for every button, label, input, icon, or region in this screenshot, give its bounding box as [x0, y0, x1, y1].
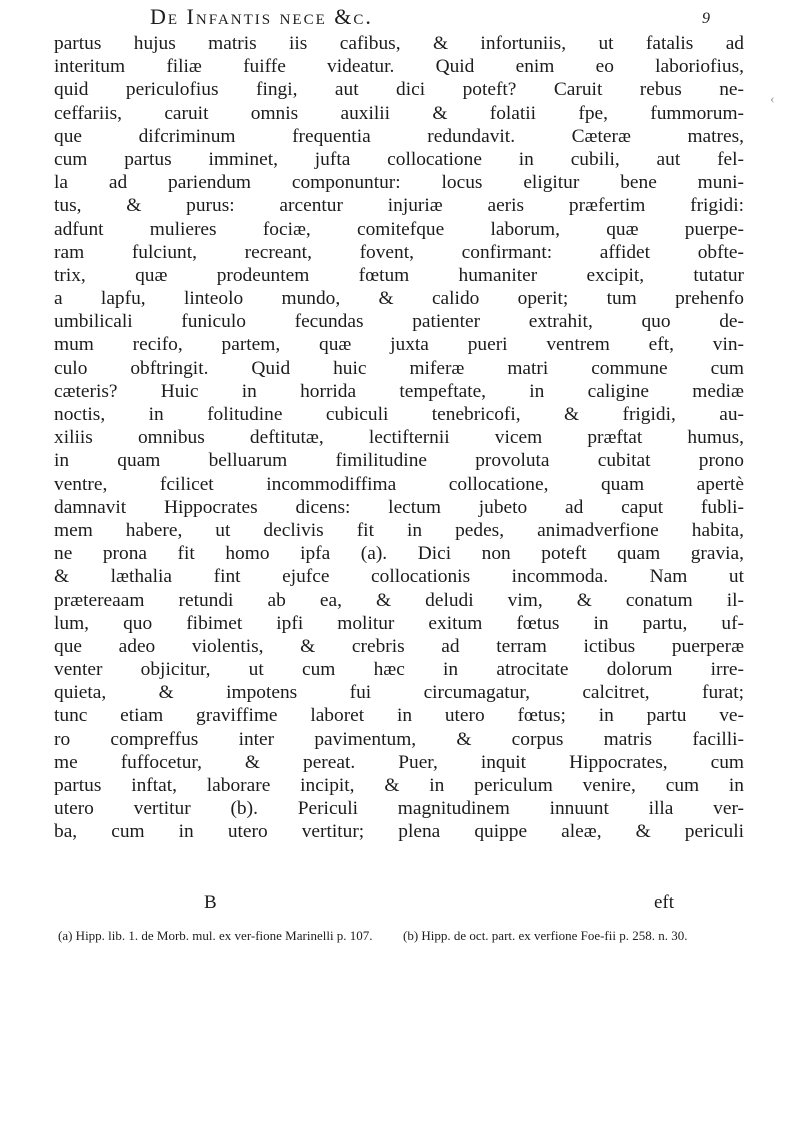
page-number: 9: [702, 10, 710, 27]
text-line: la ad pariendum componuntur: locus eligitur bene muni-: [54, 172, 744, 194]
catchword-row: [54, 892, 744, 916]
body-text: [54, 32, 744, 844]
text-line: tunc etiam graviffime laboret in utero fœtus; in partu ve-: [54, 705, 744, 727]
text-line: ba, cum in utero vertitur; plena quippe aleæ, & periculi: [54, 821, 744, 843]
text-line: trix, quæ prodeuntem fœtum humaniter excipit, tutatur: [54, 264, 744, 286]
running-head: De Infantis nece &c.: [150, 4, 373, 29]
text-line: venter objicitur, ut cum hæc in atrocitate dolorum irre-: [54, 659, 744, 681]
text-line: interitum filiæ fuiffe videatur. Quid enim eo laboriofius,: [54, 56, 744, 78]
text-line: ceffariis, caruit omnis auxilii & folatii fpe, fummorum-: [54, 102, 744, 124]
text-line: quid periculofius fingi, aut dici poteft? Caruit rebus ne-: [54, 79, 744, 101]
text-line: prætereaam retundi ab ea, & deludi vim, & conatum il-: [54, 589, 744, 611]
text-line: utero vertitur (b). Periculi magnitudinem innuunt illa ver-: [54, 798, 744, 820]
text-line: mum recifo, partem, quæ juxta pueri ventrem eft, vin-: [54, 334, 744, 356]
text-line: adfunt mulieres fociæ, comitefque laborum, quæ puerpe-: [54, 218, 744, 240]
text-line: tus, & purus: arcentur injuriæ aeris præfertim frigidi:: [54, 195, 744, 217]
text-line: in quam belluarum fimilitudine provoluta cubitat prono: [54, 450, 744, 472]
text-line: que difcriminum frequentia redundavit. Cæteræ matres,: [54, 125, 744, 147]
text-line: mem habere, ut declivis fit in pedes, animadverfione habita,: [54, 519, 744, 541]
text-line: culo obftringit. Quid huic miferæ matri commune cum: [54, 357, 744, 379]
text-line: xiliis omnibus deftitutæ, lectifternii vicem præftat humus,: [54, 427, 744, 449]
text-line: partus inftat, laborare incipit, & in periculum venire, cum in: [54, 775, 744, 796]
text-line: a lapfu, linteolo mundo, & calido operit; tum prehenfo: [54, 288, 744, 310]
footnote-b: (b) Hipp. de oct. part. ex verfione Foe-fii p. 258. n. 30.: [403, 928, 688, 943]
catchword: eft: [654, 892, 675, 913]
footnote-a: (a) Hipp. lib. 1. de Morb. mul. ex ver-fione Marinelli p. 107.: [58, 928, 373, 943]
text-line: lum, quo fibimet ipfi molitur exitum fœtus in partu, uf-: [54, 612, 744, 634]
text-line: ventre, fcilicet incommodiffima collocatione, quam apertè: [54, 473, 744, 495]
text-line: cæteris? Huic in horrida tempeftate, in caligine mediæ: [54, 380, 744, 402]
text-line: damnavit Hippocrates dicens: lectum jubeto ad caput fubli-: [54, 496, 744, 518]
text-line: me fuffocetur, & pereat. Puer, inquit Hippocrates, cum: [54, 751, 744, 773]
text-line: que adeo violentis, & crebris ad terram ictibus puerperæ: [54, 635, 744, 657]
text-line: cum partus imminet, jufta collocatione in cubili, aut fel-: [54, 148, 744, 170]
text-line: quieta, & impotens fui circumagatur, calcitret, furat;: [54, 682, 744, 704]
text-line: & læthalia fint ejufce collocationis incommoda. Nam ut: [54, 566, 744, 588]
text-line: ram fulciunt, recreant, fovent, confirmant: affidet obfte-: [54, 241, 744, 263]
text-line: umbilicali funiculo fecundas patienter extrahit, quo de-: [54, 311, 744, 333]
text-line: partus hujus matris iis cafibus, & infortuniis, ut fatalis ad: [54, 33, 744, 54]
text-line: ne prona fit homo ipfa (a). Dici non poteft quam gravia,: [54, 543, 744, 565]
signature-mark: B: [204, 892, 217, 913]
text-line: noctis, in folitudine cubiculi tenebricofi, & frigidi, au-: [54, 404, 744, 425]
margin-mark: ‹: [770, 92, 775, 107]
text-line: ro compreffus inter pavimentum, & corpus matris facilli-: [54, 728, 744, 750]
